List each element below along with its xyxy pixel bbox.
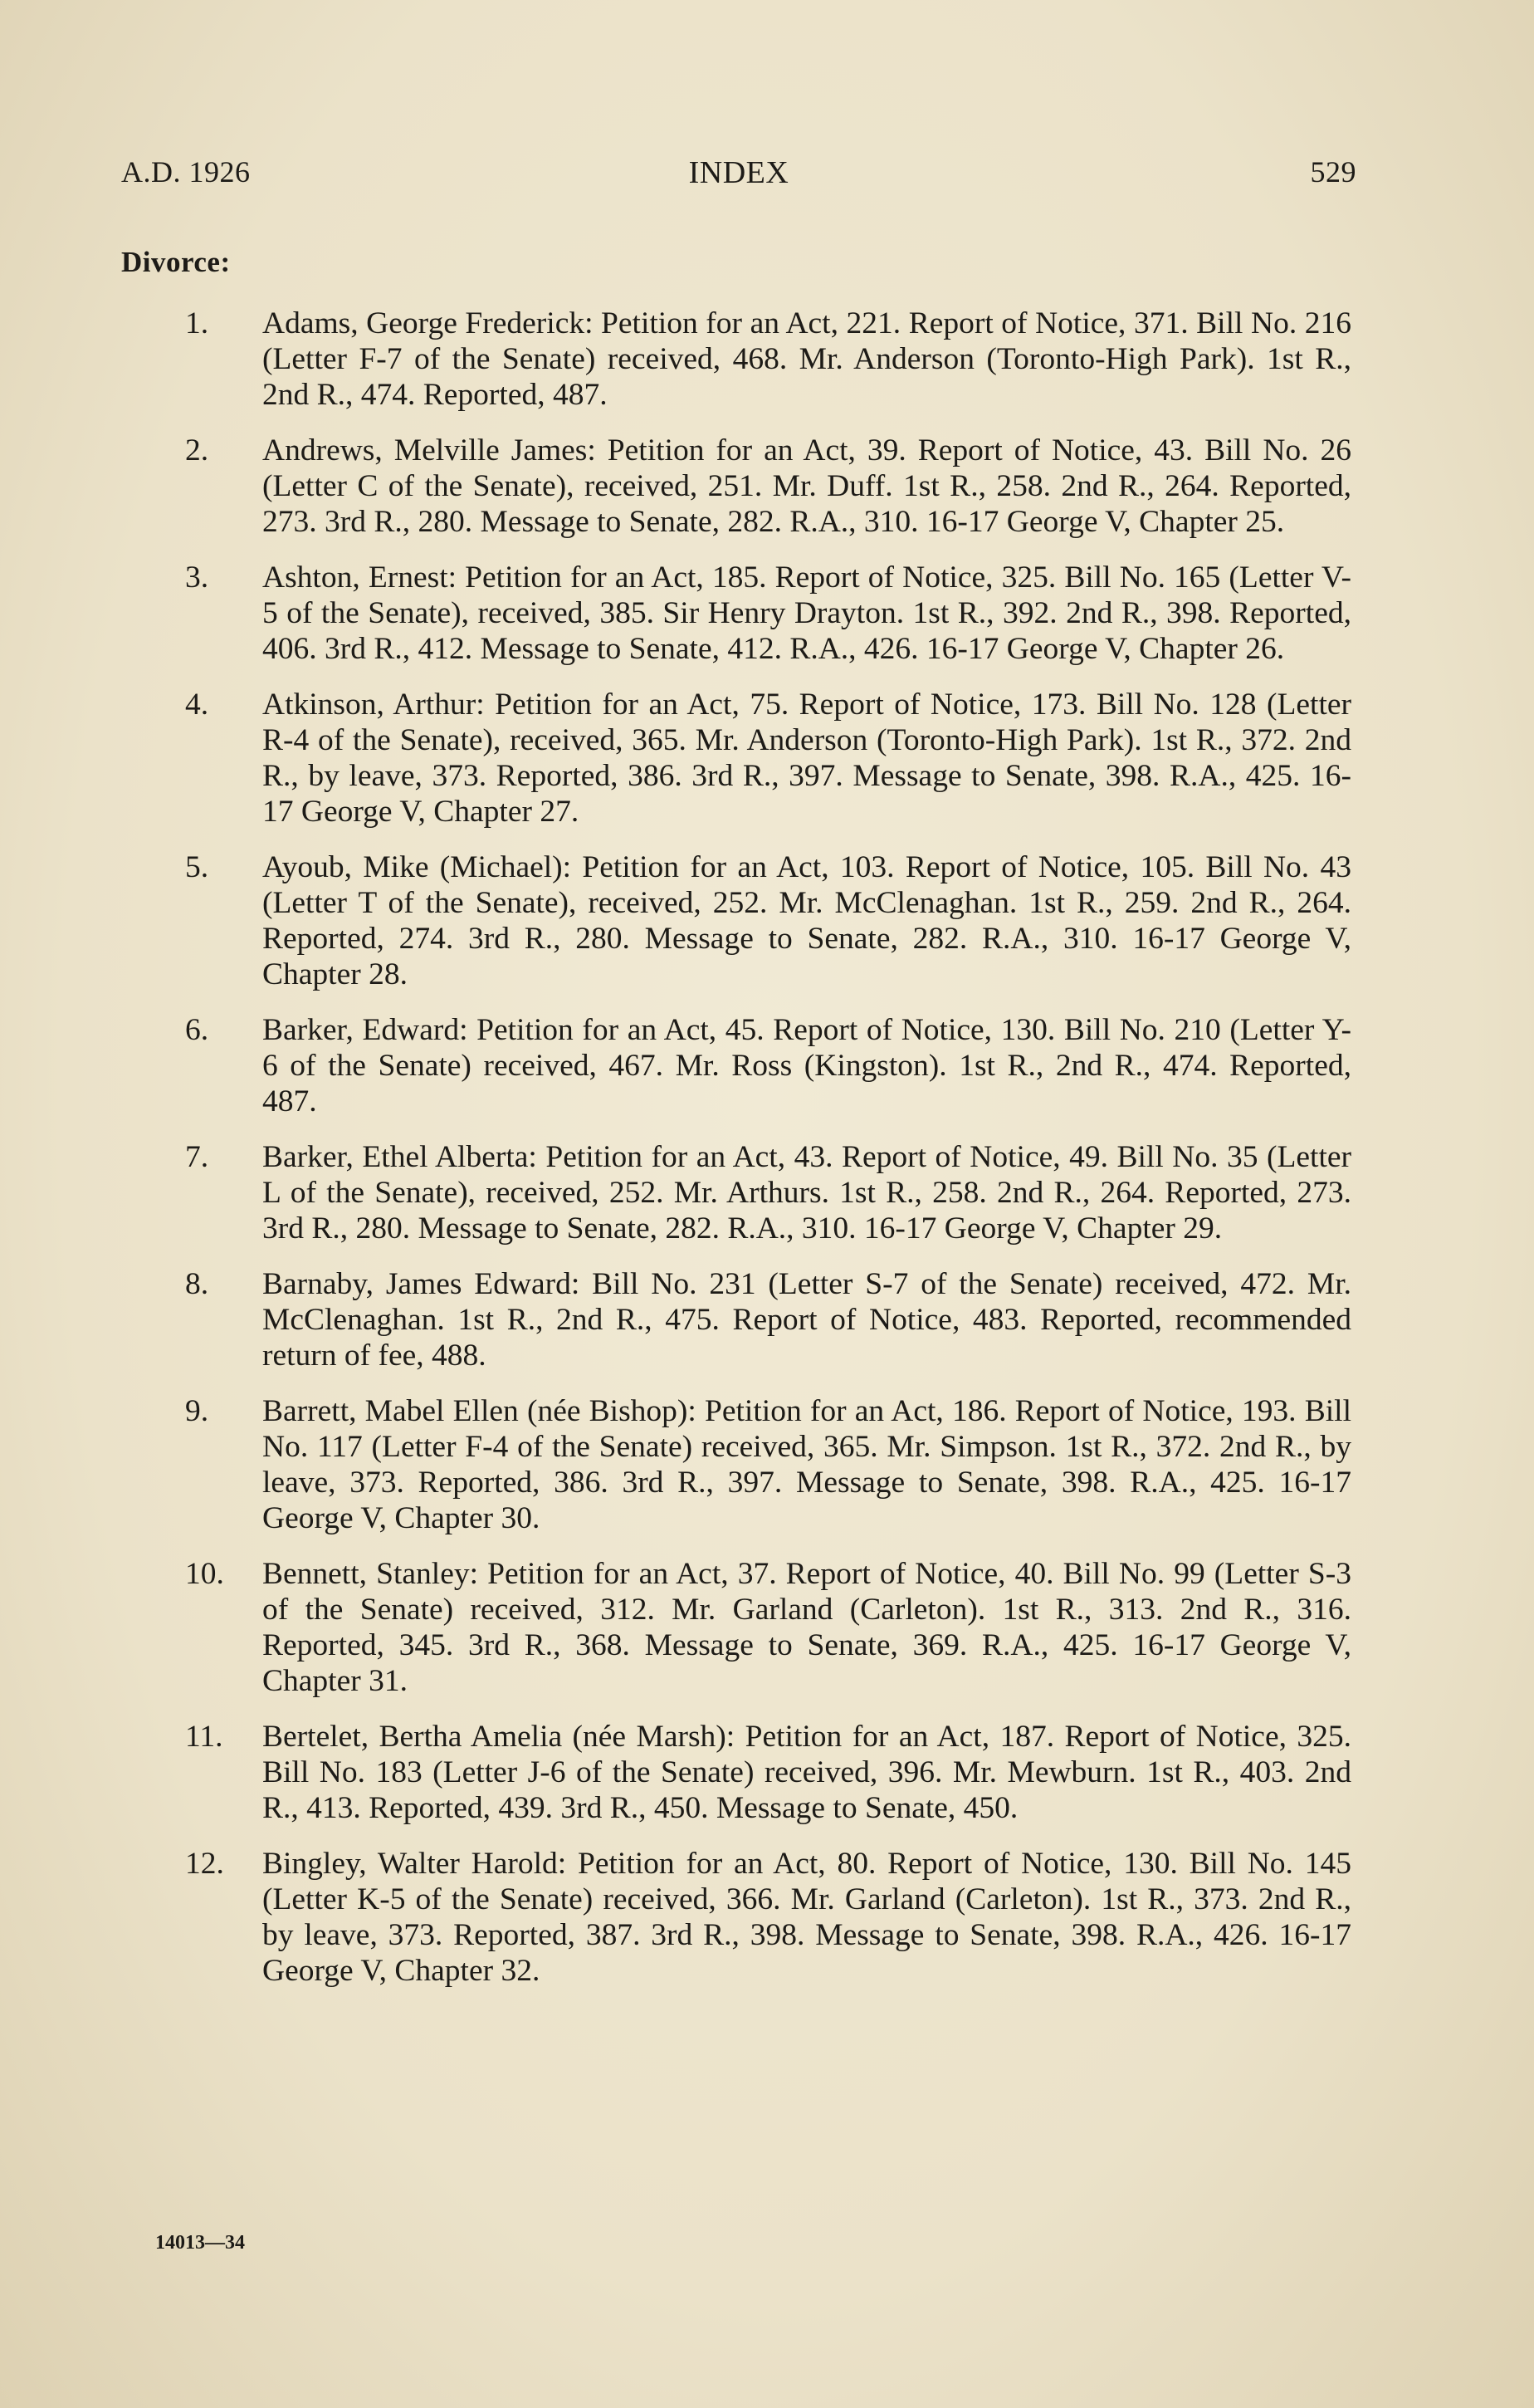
- index-entry: [185, 1393, 1351, 1536]
- entry-number: 3.: [185, 560, 209, 595]
- entry-number: 5.: [185, 850, 209, 884]
- header-year: A.D. 1926: [121, 155, 251, 188]
- entry-number: 12.: [185, 1847, 224, 1881]
- section-heading: Divorce:: [121, 246, 231, 278]
- index-entry: [185, 433, 1351, 540]
- entry-number: 7.: [185, 1140, 209, 1174]
- entry-text: Ashton, Ernest: Petition for an Act, 185. Report of Notice, 325. Bill No. 165 (Letter V-5 of the Senate), received, 385. Sir Henry Drayton. 1st R., 392. 2nd R., 398. Reported, 406. 3rd R., 412. Message to Senate, 412. R.A., 426. 16-17 George V, Chapter 26.: [262, 560, 1351, 666]
- printer-code: 14013—34: [155, 2232, 245, 2254]
- index-entry: [185, 687, 1351, 830]
- index-entry: [185, 1719, 1351, 1826]
- entry-text: Bennett, Stanley: Petition for an Act, 37. Report of Notice, 40. Bill No. 99 (Letter S-3 of the Senate) received, 312. Mr. Garland (Carleton). 1st R., 313. 2nd R., 316. Reported, 345. 3rd R., 368. Message to Senate, 369. R.A., 425. 16-17 George V, Chapter 31.: [262, 1557, 1351, 1698]
- index-entry: [185, 1266, 1351, 1373]
- entry-text: Ayoub, Mike (Michael): Petition for an Act, 103. Report of Notice, 105. Bill No. 43 (Letter T of the Senate), received, 252. Mr. McClenaghan. 1st R., 259. 2nd R., 264. Reported, 274. 3rd R., 280. Message to Senate, 282. R.A., 310. 16-17 George V, Chapter 28.: [262, 850, 1351, 991]
- header-title: INDEX: [688, 155, 789, 190]
- page-number: 529: [1310, 155, 1356, 188]
- index-entry: [185, 560, 1351, 667]
- entry-number: 10.: [185, 1557, 224, 1591]
- entry-text: Atkinson, Arthur: Petition for an Act, 75. Report of Notice, 173. Bill No. 128 (Letter R-4 of the Senate), received, 365. Mr. Anderson (Toronto-High Park). 1st R., 372. 2nd R., by leave, 373. Reported, 386. 3rd R., 397. Message to Senate, 398. R.A., 425. 16-17 George V, Chapter 27.: [262, 688, 1351, 829]
- entry-number: 8.: [185, 1267, 209, 1301]
- entry-text: Barker, Ethel Alberta: Petition for an Act, 43. Report of Notice, 49. Bill No. 35 (Letter L of the Senate), received, 252. Mr. Arthurs. 1st R., 258. 2nd R., 264. Reported, 273. 3rd R., 280. Message to Senate, 282. R.A., 310. 16-17 George V, Chapter 29.: [262, 1140, 1351, 1246]
- index-entry: [185, 1012, 1351, 1119]
- entry-text: Bertelet, Bertha Amelia (née Marsh): Petition for an Act, 187. Report of Notice, 325. Bill No. 183 (Letter J-6 of the Senate) received, 396. Mr. Mewburn. 1st R., 403. 2nd R., 413. Reported, 439. 3rd R., 450. Message to Senate, 450.: [262, 1720, 1351, 1825]
- entry-text: Bingley, Walter Harold: Petition for an Act, 80. Report of Notice, 130. Bill No. 145 (Letter K-5 of the Senate) received, 366. Mr. Garland (Carleton). 1st R., 373. 2nd R., by leave, 373. Reported, 387. 3rd R., 398. Message to Senate, 398. R.A., 426. 16-17 George V, Chapter 32.: [262, 1847, 1351, 1988]
- entry-text: Barnaby, James Edward: Bill No. 231 (Letter S-7 of the Senate) received, 472. Mr. McClenaghan. 1st R., 2nd R., 475. Report of Notice, 483. Reported, recommended return of fee, 488.: [262, 1267, 1351, 1373]
- entry-text: Barrett, Mabel Ellen (née Bishop): Petition for an Act, 186. Report of Notice, 193. Bill No. 117 (Letter F-4 of the Senate) received, 365. Mr. Simpson. 1st R., 372. 2nd R., by leave, 373. Reported, 386. 3rd R., 397. Message to Senate, 398. R.A., 425. 16-17 George V, Chapter 30.: [262, 1394, 1351, 1535]
- entry-number: 1.: [185, 306, 209, 340]
- entry-number: 2.: [185, 433, 209, 467]
- entry-text: Adams, George Frederick: Petition for an Act, 221. Report of Notice, 371. Bill No. 216 (Letter F-7 of the Senate) received, 468. Mr. Anderson (Toronto-High Park). 1st R., 2nd R., 474. Reported, 487.: [262, 306, 1351, 412]
- entry-text: Andrews, Melville James: Petition for an Act, 39. Report of Notice, 43. Bill No. 26 (Letter C of the Senate), received, 251. Mr. Duff. 1st R., 258. 2nd R., 264. Reported, 273. 3rd R., 280. Message to Senate, 282. R.A., 310. 16-17 George V, Chapter 25.: [262, 433, 1351, 539]
- entry-number: 9.: [185, 1394, 209, 1428]
- page-header: [121, 154, 1356, 196]
- index-entry: [185, 1556, 1351, 1699]
- entry-number: 6.: [185, 1013, 209, 1047]
- entry-text: Barker, Edward: Petition for an Act, 45. Report of Notice, 130. Bill No. 210 (Letter Y-6 of the Senate) received, 467. Mr. Ross (Kingston). 1st R., 2nd R., 474. Reported, 487.: [262, 1013, 1351, 1118]
- index-entry: [185, 1846, 1351, 1989]
- index-entry: [185, 306, 1351, 413]
- index-entry: [185, 849, 1351, 992]
- entry-number: 4.: [185, 688, 209, 722]
- index-entry: [185, 1139, 1351, 1246]
- entry-list: [185, 306, 1351, 2009]
- entry-number: 11.: [185, 1720, 223, 1754]
